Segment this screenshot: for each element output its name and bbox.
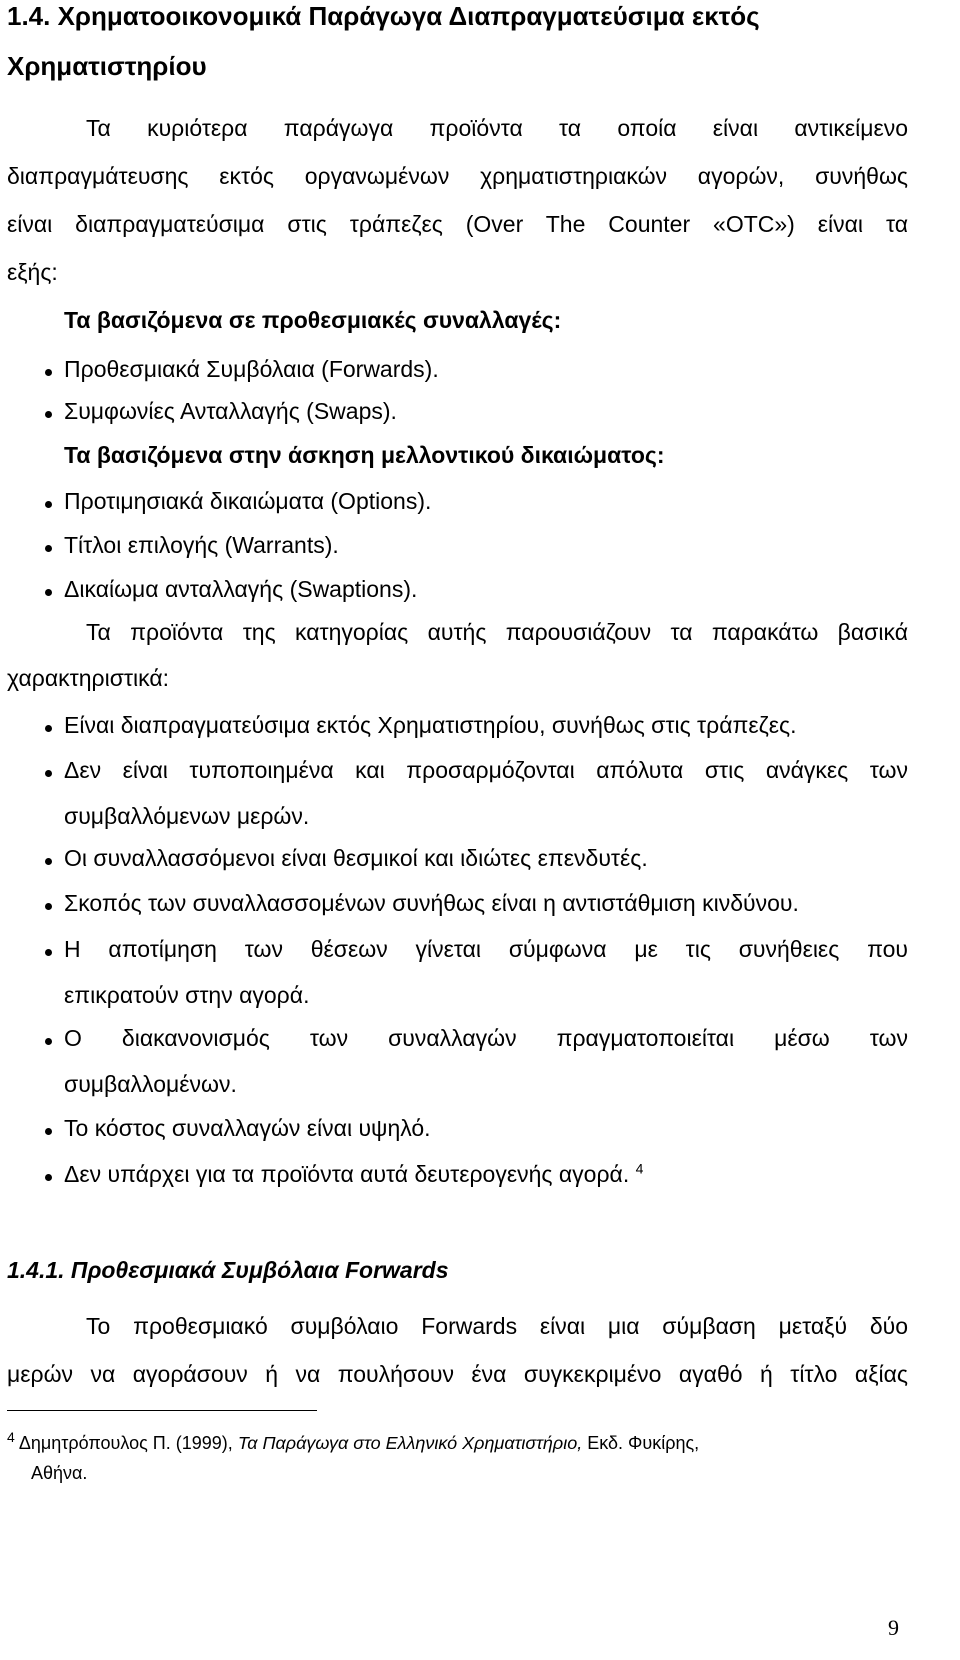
intro-line: είναι διαπραγματεύσιμα στις τράπεζες (Over The Counter «OTC») είναι τα bbox=[7, 211, 908, 237]
bullet-icon bbox=[45, 1128, 52, 1135]
intro-line: Τα κυριότερα παράγωγα προϊόντα τα οποία είναι αντικείμενο bbox=[86, 115, 908, 141]
group-heading: Τα βασιζόμενα σε προθεσμιακές συναλλαγές: bbox=[64, 307, 562, 333]
footnote-divider bbox=[7, 1410, 317, 1411]
features-intro-line: χαρακτηριστικά: bbox=[7, 665, 169, 691]
feature-item-cont: συμβαλλομένων. bbox=[64, 1071, 237, 1097]
footnote-ref[interactable]: 4 bbox=[635, 1160, 644, 1177]
footnote-book: Τα Παράγωγα στο Ελληνικό Χρηματιστήριο, bbox=[237, 1433, 583, 1453]
bullet-icon bbox=[45, 369, 52, 376]
feature-item bbox=[64, 1160, 643, 1188]
bullet-icon bbox=[45, 770, 52, 777]
page-number: 9 bbox=[888, 1615, 899, 1640]
features-intro-line: Τα προϊόντα της κατηγορίας αυτής παρουσιάζουν τα παρακάτω βασικά bbox=[86, 619, 908, 645]
footnote bbox=[7, 1429, 700, 1454]
section-title-line2: Χρηματιστηρίου bbox=[7, 51, 207, 81]
feature-item: Η αποτίμηση των θέσεων γίνεται σύμφωνα με τις συνήθειες που bbox=[64, 936, 908, 962]
footnote-city: Αθήνα. bbox=[31, 1463, 88, 1483]
list-item: Δικαίωμα ανταλλαγής (Swaptions). bbox=[64, 576, 418, 602]
feature-item: Οι συναλλασσόμενοι είναι θεσμικοί και ιδιώτες επενδυτές. bbox=[64, 845, 648, 871]
bullet-icon bbox=[45, 903, 52, 910]
subsection-title: 1.4.1. Προθεσμιακά Συμβόλαια Forwards bbox=[7, 1257, 449, 1283]
feature-item: Είναι διαπραγματεύσιμα εκτός Χρηματιστηρίου, συνήθως στις τράπεζες. bbox=[64, 712, 797, 738]
feature-item: Το κόστος συναλλαγών είναι υψηλό. bbox=[64, 1115, 431, 1141]
section-title-line1: 1.4. Χρηματοοικονομικά Παράγωγα Διαπραγματεύσιμα εκτός bbox=[7, 1, 760, 31]
intro-line: διαπραγμάτευσης εκτός οργανωμένων χρηματιστηριακών αγορών, συνήθως bbox=[7, 163, 908, 189]
bullet-icon bbox=[45, 1174, 52, 1181]
feature-item-text: Δεν υπάρχει για τα προϊόντα αυτά δευτερογενής αγορά. bbox=[64, 1161, 630, 1187]
footnote-publisher: Εκδ. Φυκίρης, bbox=[587, 1433, 700, 1453]
bullet-icon bbox=[45, 545, 52, 552]
feature-item-cont: επικρατούν στην αγορά. bbox=[64, 982, 310, 1008]
feature-item: Σκοπός των συναλλασσομένων συνήθως είναι η αντιστάθμιση κινδύνου. bbox=[64, 890, 799, 916]
bullet-icon bbox=[45, 858, 52, 865]
feature-item: Ο διακανονισμός των συναλλαγών πραγματοποιείται μέσω των bbox=[64, 1025, 908, 1051]
intro-line: εξής: bbox=[7, 259, 58, 285]
subsection-line: μερών να αγοράσουν ή να πουλήσουν ένα συγκεκριμένο αγαθό ή τίτλο αξίας bbox=[7, 1361, 908, 1387]
bullet-icon bbox=[45, 411, 52, 418]
list-item: Συμφωνίες Ανταλλαγής (Swaps). bbox=[64, 398, 397, 424]
subsection-line: Το προθεσμιακό συμβόλαιο Forwards είναι μια σύμβαση μεταξύ δύο bbox=[86, 1313, 908, 1339]
footnote-number: 4 bbox=[7, 1429, 15, 1445]
list-item: Προτιμησιακά δικαιώματα (Options). bbox=[64, 488, 432, 514]
list-item: Προθεσμιακά Συμβόλαια (Forwards). bbox=[64, 356, 439, 382]
footnote-author: Δημητρόπουλος Π. (1999), bbox=[18, 1433, 233, 1453]
bullet-icon bbox=[45, 949, 52, 956]
feature-item: Δεν είναι τυποποιημένα και προσαρμόζονται απόλυτα στις ανάγκες των bbox=[64, 757, 908, 783]
bullet-icon bbox=[45, 1038, 52, 1045]
bullet-icon bbox=[45, 725, 52, 732]
feature-item-cont: συμβαλλόμενων μερών. bbox=[64, 803, 310, 829]
bullet-icon bbox=[45, 501, 52, 508]
list-item: Τίτλοι επιλογής (Warrants). bbox=[64, 532, 339, 558]
bullet-icon bbox=[45, 589, 52, 596]
group-heading: Τα βασιζόμενα στην άσκηση μελλοντικού δικαιώματος: bbox=[64, 442, 665, 468]
